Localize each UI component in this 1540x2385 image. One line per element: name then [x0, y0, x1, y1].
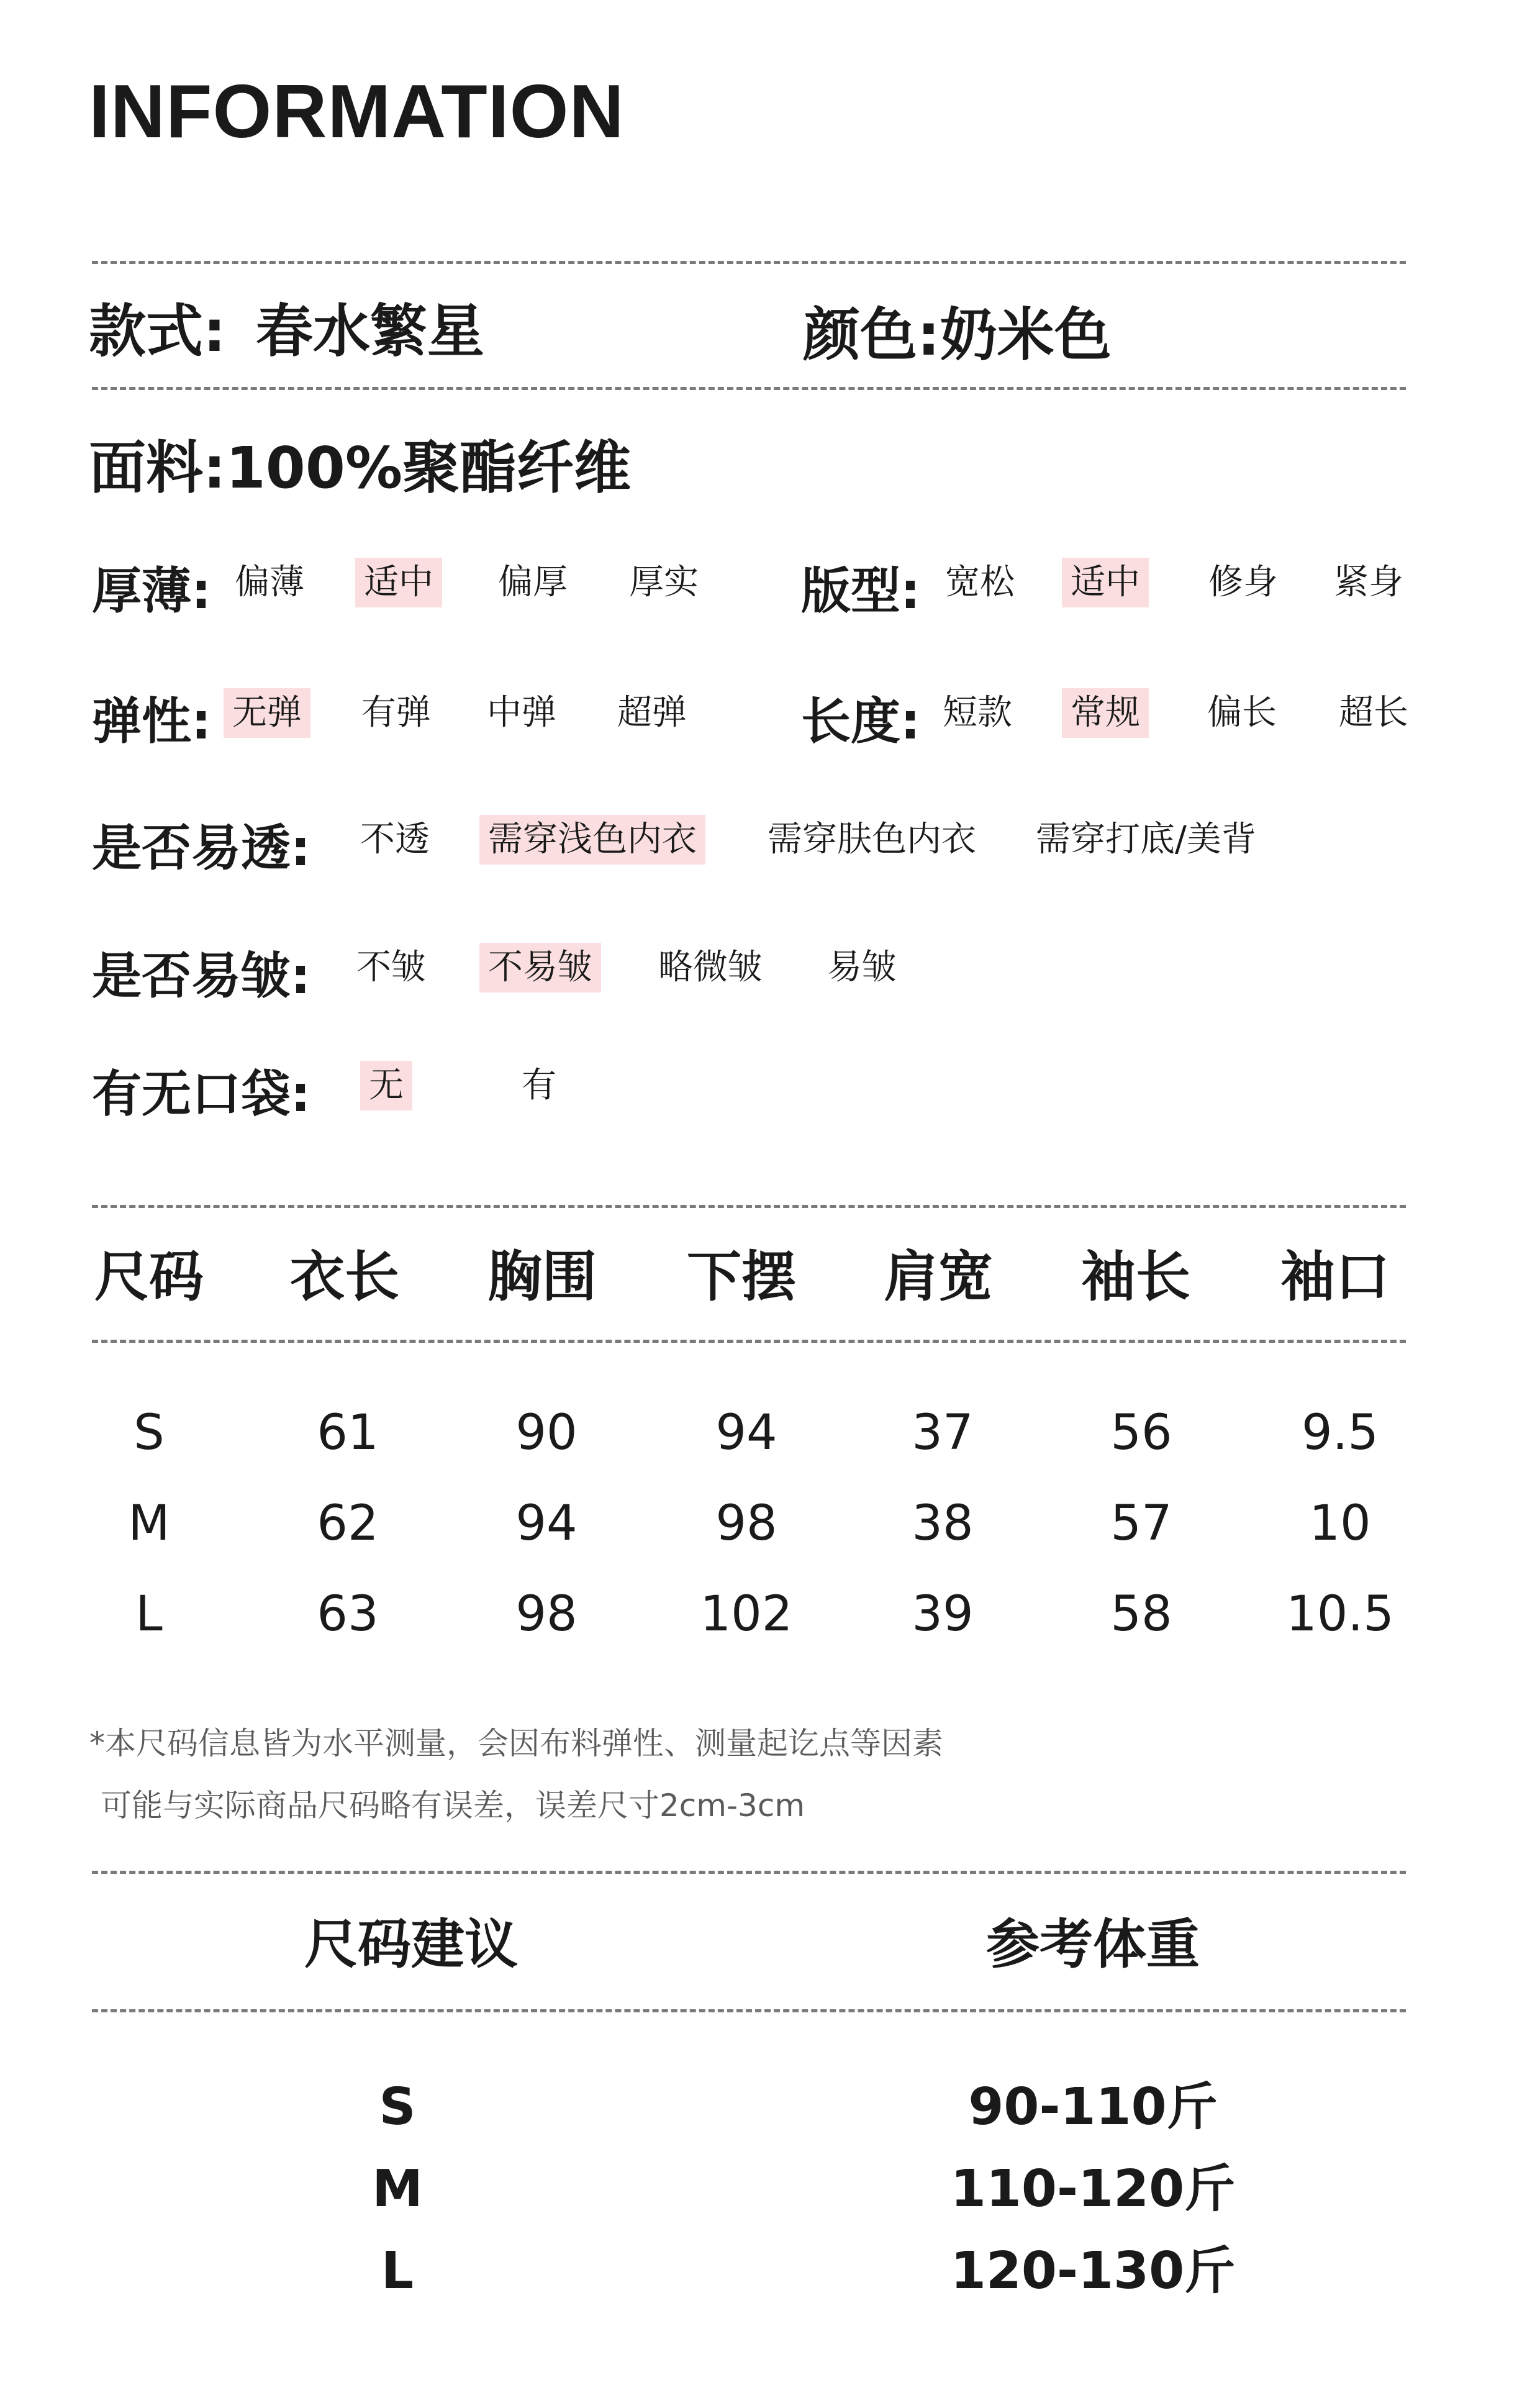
- page-title: INFORMATION: [89, 69, 625, 153]
- table-cell: 90: [515, 1405, 578, 1461]
- length-label: 长度:: [801, 693, 920, 750]
- divider: [92, 1205, 1406, 1208]
- elasticity-label: 弹性:: [92, 693, 211, 750]
- recommend-weight: 120-130斤: [950, 2242, 1236, 2301]
- recommend-size-header: 尺码建议: [304, 1914, 518, 1976]
- length-option: 超长: [1339, 693, 1408, 733]
- elasticity-option: 中弹: [487, 693, 556, 733]
- thickness-label: 厚薄:: [92, 562, 211, 620]
- wrinkle-option-selected: 不易皱: [479, 943, 601, 993]
- table-cell: 94: [715, 1405, 777, 1461]
- table-cell: 98: [515, 1586, 578, 1642]
- wrinkle-option: 略微皱: [658, 947, 763, 988]
- header-size: 尺码: [94, 1245, 204, 1309]
- table-cell: 39: [912, 1586, 974, 1642]
- see-through-row: [0, 819, 1540, 879]
- elasticity-option-selected: 无弹: [224, 688, 310, 738]
- fit-option-selected: 适中: [1062, 558, 1149, 607]
- fit-label: 版型:: [801, 562, 920, 620]
- divider: [92, 261, 1406, 264]
- table-cell: 56: [1110, 1405, 1172, 1461]
- style-label: 款式:: [89, 298, 226, 365]
- recommend-weight: 90-110斤: [968, 2078, 1218, 2137]
- style-value: 春水繁星: [256, 298, 485, 365]
- recommend-weight-header: 参考体重: [986, 1914, 1200, 1976]
- length-row: [0, 693, 1540, 753]
- table-cell: 63: [317, 1586, 379, 1642]
- length-option-selected: 常规: [1062, 688, 1149, 738]
- see-through-option: 需穿打底/美背: [1036, 819, 1256, 860]
- table-cell: 38: [912, 1496, 974, 1551]
- fit-row: [0, 562, 1540, 622]
- header-hem: 下摆: [687, 1245, 797, 1309]
- length-option: 短款: [943, 693, 1012, 733]
- length-option: 偏长: [1207, 693, 1277, 733]
- fabric-text: 面料:100%聚酯纤维: [89, 435, 632, 501]
- table-cell: 102: [700, 1586, 793, 1642]
- table-cell: M: [128, 1496, 170, 1551]
- fit-option: 宽松: [945, 562, 1015, 602]
- pocket-row: [0, 1065, 1540, 1125]
- see-through-option-selected: 需穿浅色内衣: [479, 815, 705, 865]
- thickness-option-selected: 适中: [355, 558, 442, 607]
- divider: [92, 1871, 1406, 1874]
- table-cell: L: [135, 1586, 163, 1642]
- header-chest: 胸围: [487, 1245, 597, 1309]
- thickness-option: 偏厚: [498, 562, 568, 602]
- color-text: 颜色:奶米色: [803, 302, 1112, 368]
- thickness-option: 厚实: [629, 562, 699, 602]
- divider: [92, 387, 1406, 390]
- pocket-option-selected: 无: [360, 1061, 412, 1111]
- see-through-option: 需穿肤色内衣: [768, 819, 976, 860]
- table-cell: 10: [1309, 1496, 1371, 1551]
- table-cell: 98: [715, 1496, 777, 1551]
- table-cell: 9.5: [1301, 1405, 1379, 1461]
- recommend-size: M: [372, 2160, 423, 2219]
- table-cell: 94: [515, 1496, 578, 1551]
- elasticity-option: 超弹: [617, 693, 687, 733]
- pocket-option: 有: [522, 1065, 556, 1106]
- wrinkle-option: 易皱: [827, 947, 897, 988]
- table-cell: 58: [1110, 1586, 1172, 1642]
- header-length: 衣长: [290, 1245, 400, 1309]
- header-shoulder: 肩宽: [884, 1245, 994, 1309]
- measurement-note-line2: 可能与实际商品尺码略有误差，误差尺寸2cm-3cm: [101, 1788, 805, 1824]
- wrinkle-row: [0, 947, 1540, 1007]
- divider: [92, 2009, 1406, 2012]
- header-sleeve-length: 袖长: [1081, 1245, 1191, 1309]
- wrinkle-option: 不皱: [356, 947, 426, 988]
- recommend-size: L: [381, 2242, 414, 2301]
- elasticity-option: 有弹: [361, 693, 431, 733]
- see-through-option: 不透: [360, 819, 430, 860]
- header-cuff: 袖口: [1280, 1245, 1390, 1309]
- fit-option: 修身: [1208, 562, 1278, 602]
- table-cell: S: [134, 1405, 165, 1461]
- table-cell: 37: [912, 1405, 974, 1461]
- divider: [92, 1340, 1406, 1343]
- see-through-label: 是否易透:: [92, 819, 310, 877]
- table-cell: 62: [317, 1496, 379, 1551]
- table-cell: 10.5: [1286, 1586, 1394, 1642]
- wrinkle-label: 是否易皱:: [92, 947, 310, 1005]
- fit-option: 紧身: [1334, 562, 1403, 602]
- measurement-note-line1: *本尺码信息皆为水平测量，会因布料弹性、测量起讫点等因素: [89, 1725, 943, 1761]
- pocket-label: 有无口袋:: [92, 1065, 310, 1123]
- table-cell: 61: [317, 1405, 379, 1461]
- table-cell: 57: [1110, 1496, 1172, 1551]
- recommend-weight: 110-120斤: [950, 2160, 1236, 2219]
- recommend-size: S: [379, 2078, 416, 2137]
- thickness-option: 偏薄: [235, 562, 304, 602]
